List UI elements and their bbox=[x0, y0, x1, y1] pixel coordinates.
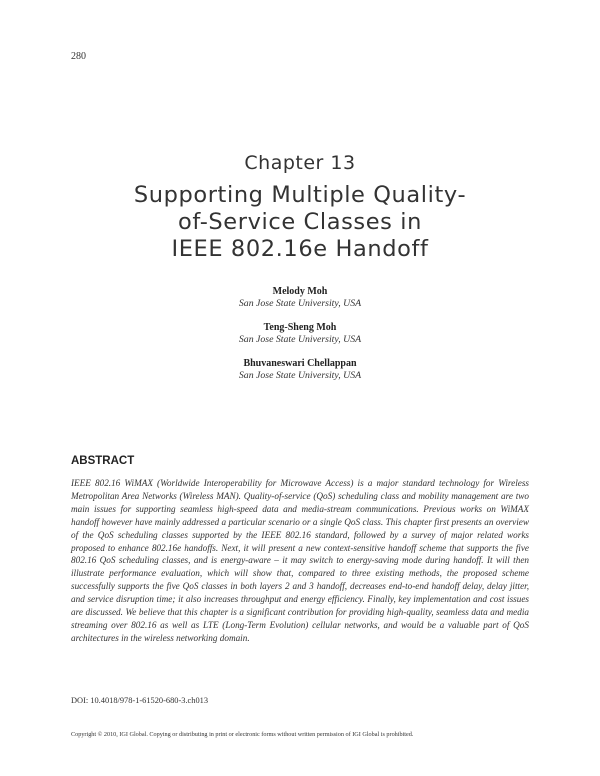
doi: DOI: 10.4018/978-1-61520-680-3.ch013 bbox=[71, 696, 209, 705]
chapter-title-line: Supporting Multiple Quality- bbox=[133, 182, 467, 208]
abstract-heading: ABSTRACT bbox=[71, 455, 135, 467]
author-affiliation: San Jose State University, USA bbox=[238, 370, 362, 381]
author-list bbox=[0, 286, 600, 394]
author-affiliation: San Jose State University, USA bbox=[238, 298, 362, 309]
author-block bbox=[0, 286, 600, 310]
page-number: 280 bbox=[71, 51, 86, 62]
author-name: Teng-Sheng Moh bbox=[263, 322, 337, 333]
chapter-title bbox=[60, 182, 540, 263]
abstract-body: IEEE 802.16 WiMAX (Worldwide Interoperability for Microwave Access) is a major standard technology for Wireless Metropolitan Area Networks (Wireless MAN). Quality-of-service (QoS) scheduling class and mobility management are two main issues for supporting seamless high-speed data and media-stream communications. Previous works on WiMAX handoff however have mainly addressed a particular scenario or a single QoS class. This chapter first presents an overview of the QoS scheduling classes supported by the IEEE 802.16 standard, followed by a survey of major related works proposed to enhance 802.16e handoffs. Next, it will present a new context-sensitive handoff scheme that supports the five 802.16 QoS scheduling classes, and is energy-aware – it may switch to energy-saving mode during handoff. It will then illustrate performance evaluation, which will show that, compared to three existing methods, the proposed scheme successfully supports the five QoS classes in both layers 2 and 3 handoff, decreases end-to-end handoff delay, delay jitter, and service disruption time; it also increases throughput and energy efficiency. Finally, key implementation and cost issues are discussed. We believe that this chapter is a significant contribution for providing high-quality, seamless data and media streaming over 802.16 as well as LTE (Long-Term Evolution) cellular networks, and would be a valuable part of QoS architectures in the wireless networking domain. bbox=[71, 478, 529, 643]
author-name: Melody Moh bbox=[272, 286, 328, 297]
author-affiliation: San Jose State University, USA bbox=[238, 334, 362, 345]
chapter-title-line: IEEE 802.16e Handoff bbox=[171, 236, 429, 262]
author-block bbox=[0, 358, 600, 382]
author-block bbox=[0, 322, 600, 346]
copyright-notice: Copyright © 2010, IGI Global. Copying or distributing in print or electronic forms without written permission of IGI Global is prohibited. bbox=[71, 731, 414, 738]
chapter-title-line: of-Service Classes in bbox=[178, 209, 422, 235]
chapter-label: Chapter 13 bbox=[244, 152, 356, 174]
author-name: Bhuvaneswari Chellappan bbox=[243, 358, 357, 369]
